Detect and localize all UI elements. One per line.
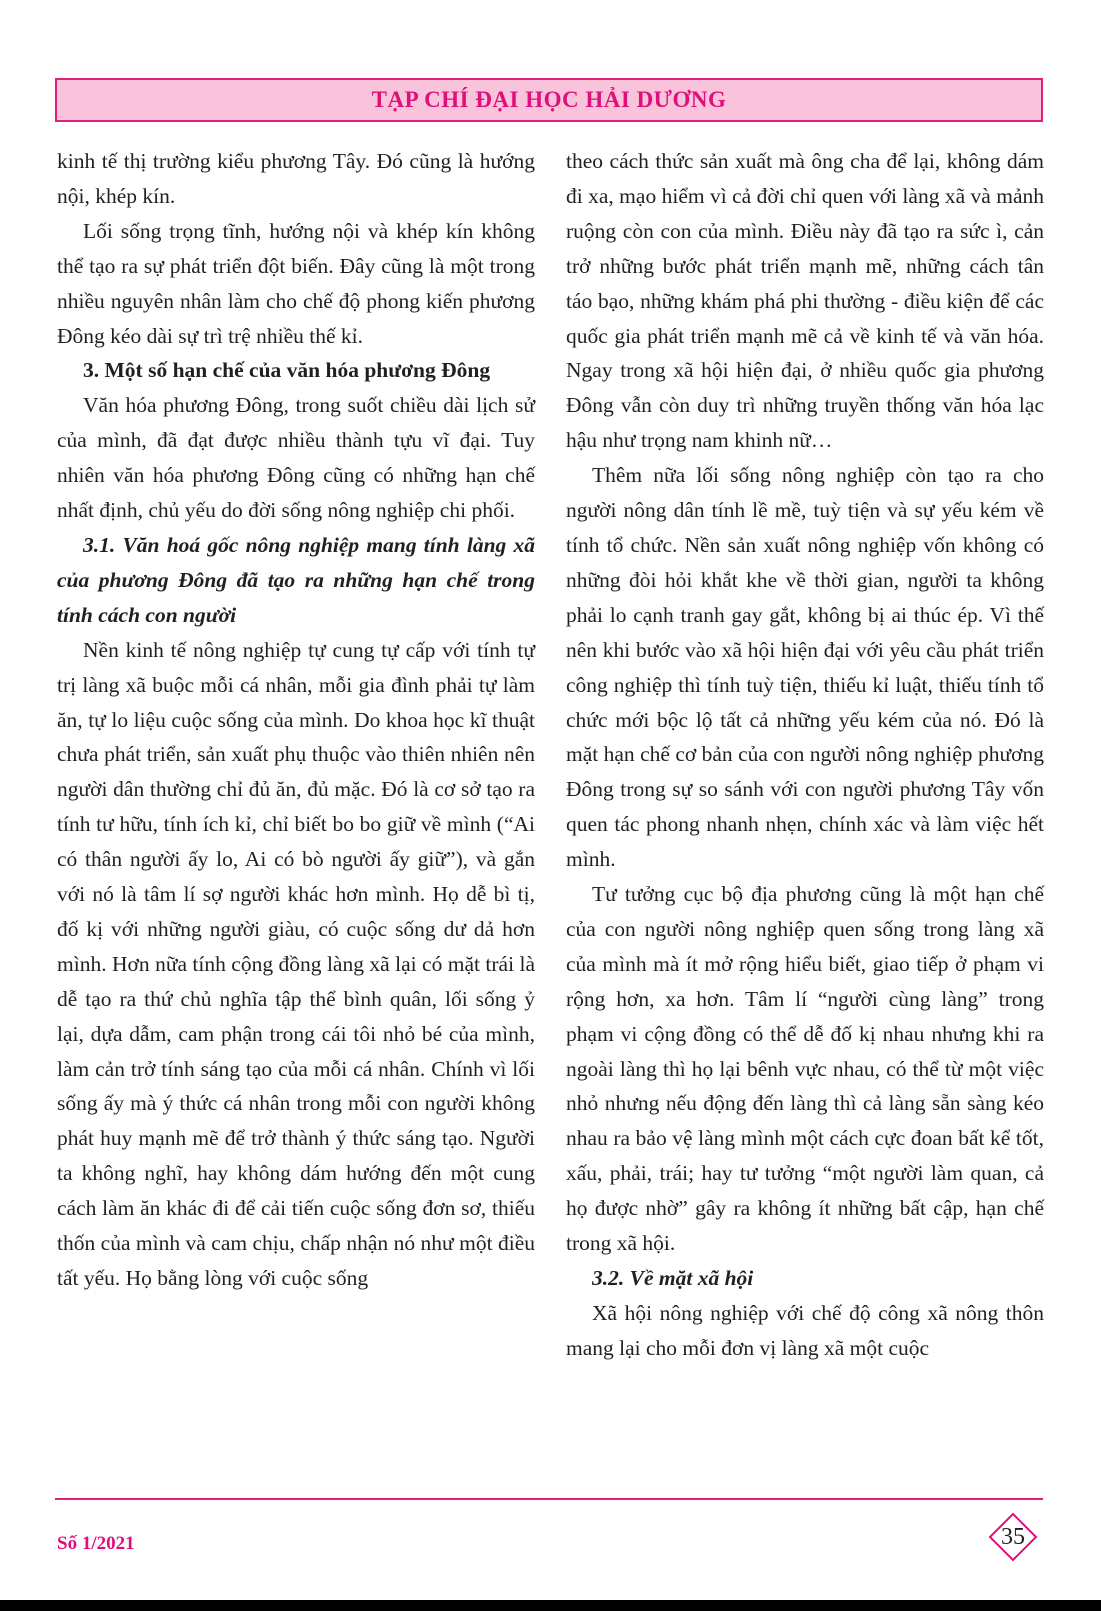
bottom-edge bbox=[0, 1600, 1101, 1611]
paragraph: Xã hội nông nghiệp với chế độ công xã nông thôn mang lại cho mỗi đơn vị làng xã một cuộc bbox=[566, 1300, 1044, 1360]
subsection-heading: 3.2. Về mặt xã hội bbox=[592, 1266, 754, 1290]
paragraph: Lối sống trọng tĩnh, hướng nội và khép kín không thể tạo ra sự phát triển đột biến. Đây cũng là một trong nhiều nguyên nhân làm cho chế độ phong kiến phương Đông kéo dài sự trì trệ nhiều thế kỉ. bbox=[57, 218, 535, 348]
paragraph: Tư tưởng cục bộ địa phương cũng là một hạn chế của con người nông nghiệp quen sống trong làng xã của mình mà ít mở rộng hiểu biết, giao tiếp ở phạm vi rộng hơn, xa hơn. Tâm lí “người cùng làng” trong phạm vi cộng đồng có thể dễ đố kị nhau nhưng khi ra ngoài làng thì họ lại bênh vực nhau, có thể từ một việc nhỏ nhưng nếu động đến làng thì cả làng sẵn sàng kéo nhau ra bảo vệ làng mình một cách cực đoan bất kể tốt, xấu, phải, trái; hay tư tưởng “một người làm quan, cả họ được nhờ” gây ra không ít những bất cập, hạn chế trong xã hội. bbox=[566, 882, 1044, 1256]
paragraph: Văn hóa phương Đông, trong suốt chiều dài lịch sử của mình, đã đạt được nhiều thành tựu vĩ đại. Tuy nhiên văn hóa phương Đông cũng có những hạn chế nhất định, chủ yếu do đời sống nông nghiệp chi phối. bbox=[57, 393, 535, 523]
subsection-heading: 3.1. Văn hoá gốc nông nghiệp mang tính làng xã của phương Đông đã tạo ra những hạn chế trong tính cách con người bbox=[57, 532, 535, 627]
journal-title: TẠP CHÍ ĐẠI HỌC HẢI DƯƠNG bbox=[371, 87, 727, 112]
page-number: 35 bbox=[1001, 1523, 1025, 1550]
section-heading: 3. Một số hạn chế của văn hóa phương Đông bbox=[83, 358, 491, 383]
left-column bbox=[57, 144, 535, 1296]
journal-header bbox=[55, 78, 1043, 122]
right-column bbox=[566, 144, 1044, 1366]
issue-number: Số 1/2021 bbox=[57, 1533, 135, 1554]
footer-divider bbox=[55, 1498, 1043, 1500]
paragraph: Nền kinh tế nông nghiệp tự cung tự cấp với tính tự trị làng xã buộc mỗi cá nhân, mỗi gia đình phải tự làm ăn, tự lo liệu cuộc sống của mình. Do khoa học kĩ thuật chưa phát triển, sản xuất phụ thuộc vào thiên nhiên nên người dân thường chỉ đủ ăn, đủ mặc. Đó là cơ sở tạo ra tính tư hữu, tính ích kỉ, chỉ biết bo bo giữ về mình (“Ai có thân người ấy lo, Ai có bò người ấy giữ”), và gắn với nó là tâm lí sợ người khác hơn mình. Họ dễ bì tị, đố kị với những người giàu, có cuộc sống dư dả hơn mình. Hơn nữa tính cộng đồng làng xã lại có mặt trái là dễ tạo ra thứ chủ nghĩa tập thể bình quân, lối sống ỷ lại, dựa dẫm, cam phận trong cái tôi nhỏ bé của mình, làm cản trở tính sáng tạo của mỗi cá nhân. Chính vì lối sống ấy mà ý thức cá nhân trong mỗi con người không phát huy mạnh mẽ để trở thành ý thức sáng tạo. Người ta không nghĩ, hay không dám hướng đến một cung cách làm ăn khác đi để cải tiến cuộc sống đơn sơ, thiếu thốn của mình và cam chịu, chấp nhận nó như một điều tất yếu. Họ bằng lòng với cuộc sống bbox=[57, 637, 535, 1290]
page-number-badge bbox=[988, 1512, 1038, 1562]
paragraph: theo cách thức sản xuất mà ông cha để lại, không dám đi xa, mạo hiểm vì cả đời chỉ quen với làng xã và mảnh ruộng còn con của mình. Điều này đã tạo ra sức ì, cản trở những bước phát triển mạnh mẽ, những cách tân táo bạo, những khám phá phi thường - điều kiện để các quốc gia phát triển mạnh mẽ cả về kinh tế và văn hóa. Ngay trong xã hội hiện đại, ở nhiều quốc gia phương Đông vẫn còn duy trì những truyền thống văn hóa lạc hậu như trọng nam khinh nữ… bbox=[566, 149, 1044, 453]
paragraph: kinh tế thị trường kiểu phương Tây. Đó cũng là hướng nội, khép kín. bbox=[57, 149, 535, 208]
paragraph: Thêm nữa lối sống nông nghiệp còn tạo ra cho người nông dân tính lề mề, tuỳ tiện và sự yếu kém về tính tổ chức. Nền sản xuất nông nghiệp vốn không có những đòi hỏi khắt khe về thời gian, người ta không phải lo cạnh tranh gay gắt, không bị ai thúc ép. Vì thế nên khi bước vào xã hội hiện đại với yêu cầu phát triển công nghiệp thì tính tuỳ tiện, thiếu kỉ luật, thiếu tính tổ chức mới bộc lộ tất cả những yếu kém của nó. Đó là mặt hạn chế cơ bản của con người nông nghiệp phương Đông trong sự so sánh với con người phương Tây vốn quen tác phong nhanh nhẹn, chính xác và làm việc hết mình. bbox=[566, 463, 1044, 872]
